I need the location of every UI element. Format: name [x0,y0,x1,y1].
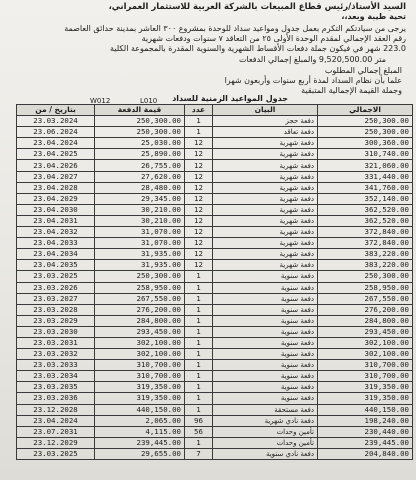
cell-count: 1 [185,337,213,348]
cell-desc: دفعة سنوية [213,282,318,293]
cell-desc: دفعة سنوية [213,349,318,360]
summary-line: علما بأن نظام السداد لمدة أربع سنوات وأربعون شهرا [224,76,402,85]
cell-amount: 293,450.00 [95,326,185,337]
cell-date: 23.04.2030 [17,204,95,215]
table-row [17,271,413,282]
cell-value: 293,450.00 [318,326,413,337]
cell-value: 440,150.00 [318,404,413,415]
cell-date: 23.03.2033 [17,360,95,371]
table-row [17,371,413,382]
cell-value: 319,350.00 [318,382,413,393]
cell-desc: دفعة سنوية [213,293,318,304]
cell-value: 302,100.00 [318,337,413,348]
cell-desc: دفعة شهرية [213,238,318,249]
cell-date: 23.03.2035 [17,382,95,393]
cell-amount: 310,700.00 [95,371,185,382]
table-row [17,116,413,127]
cell-desc: دفعة شهرية [213,260,318,271]
cell-value: 267,550.00 [318,293,413,304]
cell-amount: 250,300.00 [95,271,185,282]
cell-count: 12 [185,160,213,171]
cell-count: 1 [185,293,213,304]
cell-count: 12 [185,249,213,260]
letter-salutation: السيد الأستاذ/رئيس قطاع المبيعات بالشركة العربية للاستثمار العمراني، [108,2,406,12]
cell-date: 23.03.2030 [17,326,95,337]
cell-count: 12 [185,204,213,215]
cell-value: 310,700.00 [318,360,413,371]
cell-count: 12 [185,227,213,238]
table-row [17,282,413,293]
table-row [17,149,413,160]
cell-amount: 2,065.00 [95,415,185,426]
cell-amount: 31,935.00 [95,260,185,271]
cell-desc: دفعة شهرية [213,215,318,226]
cell-amount: 4,115.00 [95,426,185,437]
cell-date: 23.04.2034 [17,249,95,260]
cell-value: 300,360.00 [318,138,413,149]
cell-date: 23.07.2031 [17,426,95,437]
cell-date: 23.03.2025 [17,271,95,282]
header-amount: قيمة الدفعة [95,105,185,116]
cell-amount: 31,935.00 [95,249,185,260]
table-header-row [17,105,413,116]
cell-amount: 302,100.00 [95,337,185,348]
cell-count: 1 [185,382,213,393]
table-row [17,337,413,348]
table-row [17,448,413,459]
cell-count: 12 [185,238,213,249]
cell-date: 23.03.2028 [17,304,95,315]
cell-value: 352,140.00 [318,193,413,204]
cell-amount: 29,345.00 [95,193,185,204]
table-row [17,260,413,271]
table-row [17,127,413,138]
cell-date: 23.03.2025 [17,448,95,459]
cell-desc: دفعة سنوية [213,360,318,371]
cell-count: 7 [185,448,213,459]
cell-desc: تأمين وحدات [213,437,318,448]
cell-value: 302,100.00 [318,349,413,360]
cell-desc: دفعة سنوية [213,304,318,315]
cell-amount: 25,890.00 [95,149,185,160]
cell-value: 372,840.00 [318,238,413,249]
cell-date: 23.04.2033 [17,238,95,249]
cell-amount: 250,300.00 [95,127,185,138]
table-row [17,382,413,393]
cell-amount: 239,445.00 [95,437,185,448]
cell-desc: دفعة نادي سنوية [213,448,318,459]
cell-desc: دفعة شهرية [213,182,318,193]
cell-amount: 26,755.00 [95,160,185,171]
table-row [17,437,413,448]
cell-count: 12 [185,260,213,271]
cell-amount: 302,100.00 [95,349,185,360]
table-row [17,393,413,404]
cell-date: 23.03.2036 [17,393,95,404]
cell-date: 23.12.2028 [17,404,95,415]
letter-body-line: 223.0 شهر في فيكون جملة دفعات الأقساط الشهرية والسنوية المقدرة بالمجموعة الكلية [109,44,406,53]
cell-amount: 27,620.00 [95,171,185,182]
cell-desc: دفعة حجز [213,116,318,127]
cell-value: 383,220.00 [318,260,413,271]
cell-desc: دفعة نادي شهرية [213,415,318,426]
header-desc: البيان [213,105,318,116]
payment-schedule-table [16,104,413,460]
table-row [17,160,413,171]
cell-desc: دفعة تعاقد [213,127,318,138]
table-row [17,138,413,149]
cell-count: 1 [185,360,213,371]
cell-date: 23.04.2026 [17,160,95,171]
table-row [17,227,413,238]
cell-date: 23.04.2025 [17,149,95,160]
cell-amount: 31,070.00 [95,227,185,238]
table-row [17,204,413,215]
cell-count: 1 [185,282,213,293]
cell-date: 23.12.2029 [17,437,95,448]
cell-amount: 30,210.00 [95,204,185,215]
cell-value: 250,300.00 [318,271,413,282]
letter-body-line: رقم العقد الإجمالي لمقدم الوحدة الأولى ٢٥ من التعاقد ٧ سنوات ودفعات شهرية [141,34,406,43]
cell-value: 204,840.00 [318,448,413,459]
cell-amount: 250,300.00 [95,116,185,127]
header-date: بتاريخ / من [17,105,95,116]
cell-count: 56 [185,426,213,437]
header-total: الاجمالي [318,105,413,116]
cell-desc: دفعة مستحقة [213,404,318,415]
cell-desc: دفعة شهرية [213,227,318,238]
cell-amount: 31,070.00 [95,238,185,249]
cell-amount: 28,480.00 [95,182,185,193]
table-row [17,315,413,326]
cell-date: 23.04.2031 [17,215,95,226]
cell-count: 1 [185,371,213,382]
cell-amount: 310,700.00 [95,360,185,371]
cell-desc: دفعة شهرية [213,204,318,215]
cell-date: 23.06.2024 [17,127,95,138]
cell-desc: دفعة شهرية [213,149,318,160]
cell-date: 23.03.2029 [17,315,95,326]
cell-value: 258,950.00 [318,282,413,293]
cell-count: 1 [185,116,213,127]
cell-amount: 440,150.00 [95,404,185,415]
cell-value: 362,520.00 [318,215,413,226]
cell-value: 239,445.00 [318,437,413,448]
cell-amount: 284,800.00 [95,315,185,326]
table-row [17,193,413,204]
table-row [17,426,413,437]
cell-desc: دفعة شهرية [213,160,318,171]
cell-count: 1 [185,271,213,282]
cell-value: 250,300.00 [318,116,413,127]
letter-greeting: تحية طيبة وبعد،، [341,12,406,21]
header-count: عدد [185,105,213,116]
cell-count: 12 [185,215,213,226]
cell-desc: دفعة شهرية [213,193,318,204]
cell-value: 362,520.00 [318,204,413,215]
table-title: جدول المواعيد الزمنية للسداد [172,94,288,103]
cell-count: 1 [185,404,213,415]
cell-amount: 276,200.00 [95,304,185,315]
cell-date: 23.03.2031 [17,337,95,348]
unit-code-label: L010 [140,97,158,105]
summary-line: وجملة القيمة الإجمالية المتبقية [301,86,402,95]
cell-desc: تأمين وحدات [213,426,318,437]
cell-count: 1 [185,127,213,138]
cell-date: 23.03.2024 [17,116,95,127]
letter-body-line: يرجى من سيادتكم التكرم بعمل جدول ومواعيد سداد للوحدة بمشروع ٣٠٠ العاشر بمدينة حدائق العاصمة [64,24,406,33]
cell-value: 383,220.00 [318,249,413,260]
cell-date: 23.03.2034 [17,371,95,382]
table-row [17,249,413,260]
cell-desc: دفعة شهرية [213,138,318,149]
table-row [17,215,413,226]
cell-date: 23.03.2026 [17,282,95,293]
cell-count: 1 [185,304,213,315]
cell-value: 276,200.00 [318,304,413,315]
cell-count: 1 [185,393,213,404]
cell-value: 198,240.00 [318,415,413,426]
cell-value: 319,350.00 [318,393,413,404]
cell-date: 23.03.2027 [17,293,95,304]
letter-body-line: متر 9,520,500.00 والمبلغ إجمالي الدفعات [238,55,386,64]
cell-value: 310,740.00 [318,149,413,160]
cell-desc: دفعة سنوية [213,315,318,326]
cell-value: 310,700.00 [318,371,413,382]
cell-count: 12 [185,149,213,160]
table-row [17,326,413,337]
cell-desc: دفعة سنوية [213,337,318,348]
cell-count: 1 [185,315,213,326]
table-row [17,415,413,426]
cell-desc: دفعة سنوية [213,382,318,393]
table-row [17,360,413,371]
cell-count: 96 [185,415,213,426]
cell-value: 331,440.00 [318,171,413,182]
cell-count: 1 [185,326,213,337]
cell-count: 12 [185,171,213,182]
cell-amount: 319,350.00 [95,393,185,404]
table-row [17,182,413,193]
cell-amount: 267,550.00 [95,293,185,304]
cell-date: 23.04.2032 [17,227,95,238]
cell-date: 23.03.2032 [17,349,95,360]
cell-value: 250,300.00 [318,127,413,138]
table-row [17,349,413,360]
cell-amount: 30,210.00 [95,215,185,226]
cell-amount: 25,030.00 [95,138,185,149]
cell-date: 23.04.2029 [17,193,95,204]
cell-amount: 319,350.00 [95,382,185,393]
table-row [17,293,413,304]
cell-value: 372,840.00 [318,227,413,238]
cell-date: 23.04.2035 [17,260,95,271]
cell-amount: 258,950.00 [95,282,185,293]
table-row [17,304,413,315]
cell-count: 12 [185,138,213,149]
cell-desc: دفعة سنوية [213,371,318,382]
cell-count: 12 [185,193,213,204]
table-row [17,404,413,415]
cell-date: 23.04.2024 [17,138,95,149]
cell-date: 23.04.2027 [17,171,95,182]
cell-count: 1 [185,437,213,448]
table-row [17,238,413,249]
cell-date: 23.04.2024 [17,415,95,426]
cell-desc: دفعة شهرية [213,249,318,260]
cell-desc: دفعة سنوية [213,393,318,404]
cell-value: 341,760.00 [318,182,413,193]
cell-desc: دفعة سنوية [213,271,318,282]
table-row [17,171,413,182]
cell-desc: دفعة شهرية [213,171,318,182]
summary-line: المبلغ إجمالي المطلوب [324,66,402,75]
unit-code-label: W012 [90,97,111,105]
cell-date: 23.04.2028 [17,182,95,193]
cell-count: 1 [185,349,213,360]
cell-desc: دفعة سنوية [213,326,318,337]
cell-count: 12 [185,182,213,193]
cell-value: 284,800.00 [318,315,413,326]
cell-value: 321,060.00 [318,160,413,171]
cell-value: 230,440.00 [318,426,413,437]
cell-amount: 29,655.00 [95,448,185,459]
